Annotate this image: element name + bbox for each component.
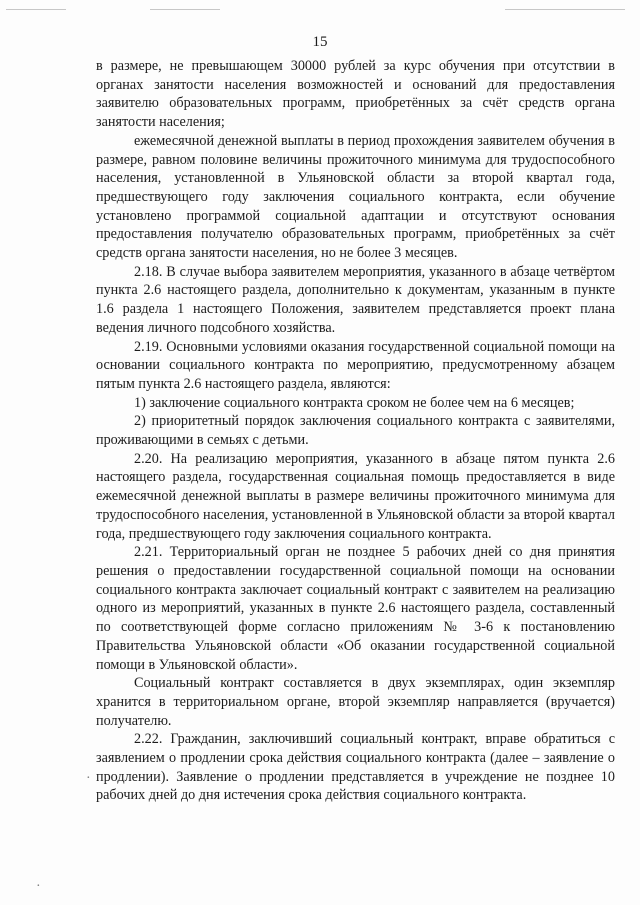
paragraph: 2.22. Гражданин, заключивший социальный контракт, вправе обратиться с заявлением о продлении срока действия социального контракта (далее – заявление о продлении). Заявление о продлении представляется в учреждение не позднее 10 рабочих дней до дня истечения срока действия социального контракта. [96,731,615,804]
scan-artifact-line [6,9,66,10]
paragraph: 1) заключение социального контракта сроком не более чем на 6 месяцев; [134,394,575,411]
paragraph: Социальный контракт составляется в двух экземплярах, один экземпляр хранится в территориальном органе, второй экземпляр направляется (вручается) получателю. [96,675,615,729]
document-body [96,57,615,805]
paragraph: 2.20. На реализацию мероприятия, указанного в абзаце пятом пункта 2.6 настоящего раздела, государственная социальная помощь предоставляется в виде ежемесячной денежной выплаты в размере величины прожиточного минимума для трудоспособного населения, установленной в Ульяновской области за второй квартал года, предшествующего году заключения социального контракта. [96,450,615,542]
scan-artifact-line [505,9,625,10]
paragraph: 2.18. В случае выбора заявителем мероприятия, указанного в абзаце четвёртом пункта 2.6 настоящего раздела, дополнительно к документам, указанным в пункте 1.6 раздела 1 настоящего Положения, заявителем представляется проект плана ведения личного подсобного хозяйства. [96,263,615,336]
scan-artifact-line [150,9,220,10]
paragraph: 2.19. Основными условиями оказания государственной социальной помощи на основании социального контракта по мероприятию, предусмотренному абзацем пятым пункта 2.6 настоящего раздела, являются: [96,338,615,392]
page-number: 15 [312,34,328,50]
scan-margin-mark: · [86,771,91,786]
scan-margin-mark: · [36,879,41,894]
paragraph: в размере, не превышающем 30000 рублей за курс обучения при отсутствии в органах занятости населения возможностей и оснований для предоставления заявителю образовательных программ, приобретённых за счёт средств органа занятости населения; [96,58,615,131]
paragraph: ежемесячной денежной выплаты в период прохождения заявителем обучения в размере, равном половине величины прожиточного минимума для трудоспособного населения, установленной в Ульяновской области за второй квартал года, предшествующего году заключения социального контракта, если обучение установлено программой социальной адаптации и отсутствуют основания предоставления получателю образовательных программ, приобретённых за счёт средств органа занятости населения, но не более 3 месяцев. [96,132,615,262]
paragraph: 2.21. Территориальный орган не позднее 5 рабочих дней со дня принятия решения о предоставлении государственной социальной помощи на основании социального контракта заключает социальный контракт с заявителем на реализацию одного из мероприятий, указанных в пункте 2.6 настоящего раздела, составленный по соответствующей форме согласно приложениям № 3-6 к постановлению Правительства Ульяновской области «Об оказании государственной социальной помощи в Ульяновской области». [96,544,615,673]
paragraph: 2) приоритетный порядок заключения социального контракта с заявителями, проживающими в семьях с детьми. [96,413,615,449]
